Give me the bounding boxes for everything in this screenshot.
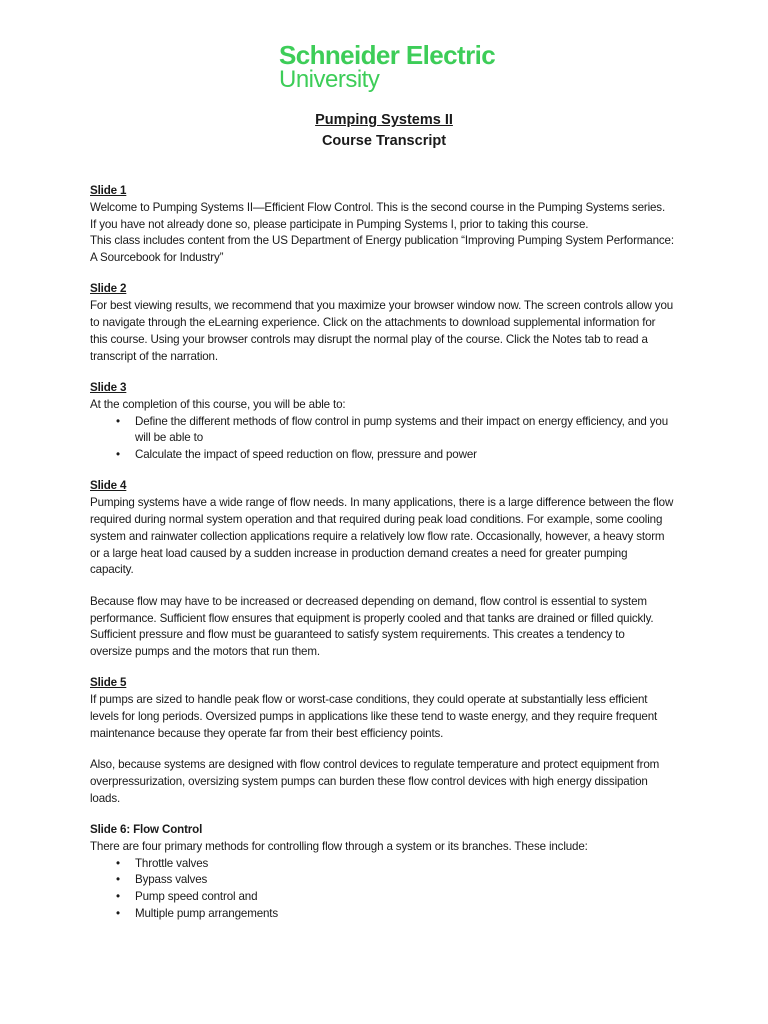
paragraph-line: system and rainwater collection applications require a relatively low flow rate. Occasionally, however, a heavy storm — [90, 529, 665, 543]
logo-line-2: University — [279, 66, 380, 93]
document-title: Pumping Systems II — [315, 112, 453, 128]
slide-heading: Slide 2 — [90, 282, 127, 296]
bullet-list — [90, 856, 682, 923]
paragraph-line: loads. — [90, 791, 121, 805]
bullet-item — [90, 447, 682, 464]
slide-paragraph — [90, 298, 682, 365]
paragraph-line: transcript of the narration. — [90, 349, 218, 363]
slide-intro: There are four primary methods for controlling flow through a system or its branches. These include: — [90, 839, 588, 853]
paragraph-line: or a large heat load caused by a sudden increase in production demand creates a need for greater pumping — [90, 546, 628, 560]
document-subtitle: Course Transcript — [321, 133, 447, 149]
paragraph-line: Welcome to Pumping Systems II—Efficient Flow Control. This is the second course in the Pumping Systems series. — [90, 200, 666, 214]
slide-section — [90, 675, 682, 807]
slide-paragraph — [90, 594, 682, 661]
slide-paragraph — [90, 692, 682, 742]
bullet-line: • Multiple pump arrangements — [135, 906, 279, 920]
paragraph-line: maintenance because they operate far from their best efficiency points. — [90, 726, 444, 740]
paragraph-line: Pumping systems have a wide range of flow needs. In many applications, there is a large difference between the flow — [90, 496, 674, 510]
paragraph-line: For best viewing results, we recommend that you maximize your browser window now. The screen controls allow you — [90, 299, 674, 313]
bullet-line: • Pump speed control and — [135, 890, 258, 904]
logo-line-1: Schneider Electric — [279, 40, 496, 70]
paragraph-line: overpressurization, oversizing system pumps can burden these flow control devices with high energy dissipation — [90, 774, 648, 788]
paragraph-line: performance. Sufficient flow ensures that equipment is properly cooled and that tanks are drained or filled quickly. — [90, 611, 654, 625]
slide-section — [90, 478, 682, 660]
transcript-body — [90, 183, 682, 937]
slide-section — [90, 281, 682, 365]
schneider-electric-university-logo — [279, 42, 495, 92]
bullet-item — [90, 872, 682, 889]
bullet-line: • Define the different methods of flow control in pump systems and their impact on energy efficiency, and you — [135, 414, 669, 428]
slide-section — [90, 380, 682, 464]
paragraph-line: If you have not already done so, please participate in Pumping Systems I, prior to taking this course. — [90, 217, 589, 231]
paragraph-line: A Sourcebook for Industry” — [90, 251, 224, 265]
bullet-line: will be able to — [135, 431, 203, 445]
paragraph-line: required during normal system operation and that required during peak load conditions. For example, some cooling — [90, 513, 663, 527]
paragraph-line: capacity. — [90, 563, 134, 577]
paragraph-line: Sufficient pressure and flow must be guaranteed to satisfy system requirements. This creates a tendency to — [90, 628, 625, 642]
paragraph-line: Also, because systems are designed with flow control devices to regulate temperature and protect equipment from — [90, 758, 660, 772]
slide-heading: Slide 5 — [90, 676, 127, 690]
document-title-block — [0, 110, 768, 152]
slide-paragraph — [90, 200, 682, 267]
slide-heading: Slide 3 — [90, 380, 127, 394]
bullet-item — [90, 906, 682, 923]
bullet-item — [90, 856, 682, 873]
bullet-line: • Calculate the impact of speed reduction on flow, pressure and power — [135, 448, 477, 462]
paragraph-line: oversize pumps and the motors that run them. — [90, 645, 320, 659]
slide-section — [90, 183, 682, 267]
bullet-item — [90, 889, 682, 906]
paragraph-line: If pumps are sized to handle peak flow or worst-case conditions, they could operate at substantially less efficient — [90, 693, 648, 707]
slide-intro: At the completion of this course, you will be able to: — [90, 397, 346, 411]
slide-heading: Slide 1 — [90, 184, 127, 197]
slide-heading: Slide 6: Flow Control — [90, 823, 203, 836]
paragraph-line: This class includes content from the US Department of Energy publication “Improving Pumping System Performance: — [90, 234, 674, 248]
bullet-line: • Bypass valves — [135, 873, 208, 887]
paragraph-line: levels for long periods. Oversized pumps in applications like these tend to waste energy, and they require frequent — [90, 710, 658, 724]
paragraph-line: Because flow may have to be increased or decreased depending on demand, flow control is essential to system — [90, 594, 647, 608]
bullet-line: • Throttle valves — [135, 856, 209, 870]
slide-section — [90, 822, 682, 923]
paragraph-line: to navigate through the eLearning experience. Click on the attachments to download supplemental information for — [90, 316, 656, 330]
bullet-list — [90, 414, 682, 464]
slide-paragraph — [90, 495, 682, 579]
slide-heading: Slide 4 — [90, 479, 127, 493]
bullet-item — [90, 414, 682, 448]
paragraph-line: this course. Using your browser controls may disrupt the normal play of the course. Click the Notes tab to read a — [90, 332, 648, 346]
slide-paragraph — [90, 757, 682, 807]
